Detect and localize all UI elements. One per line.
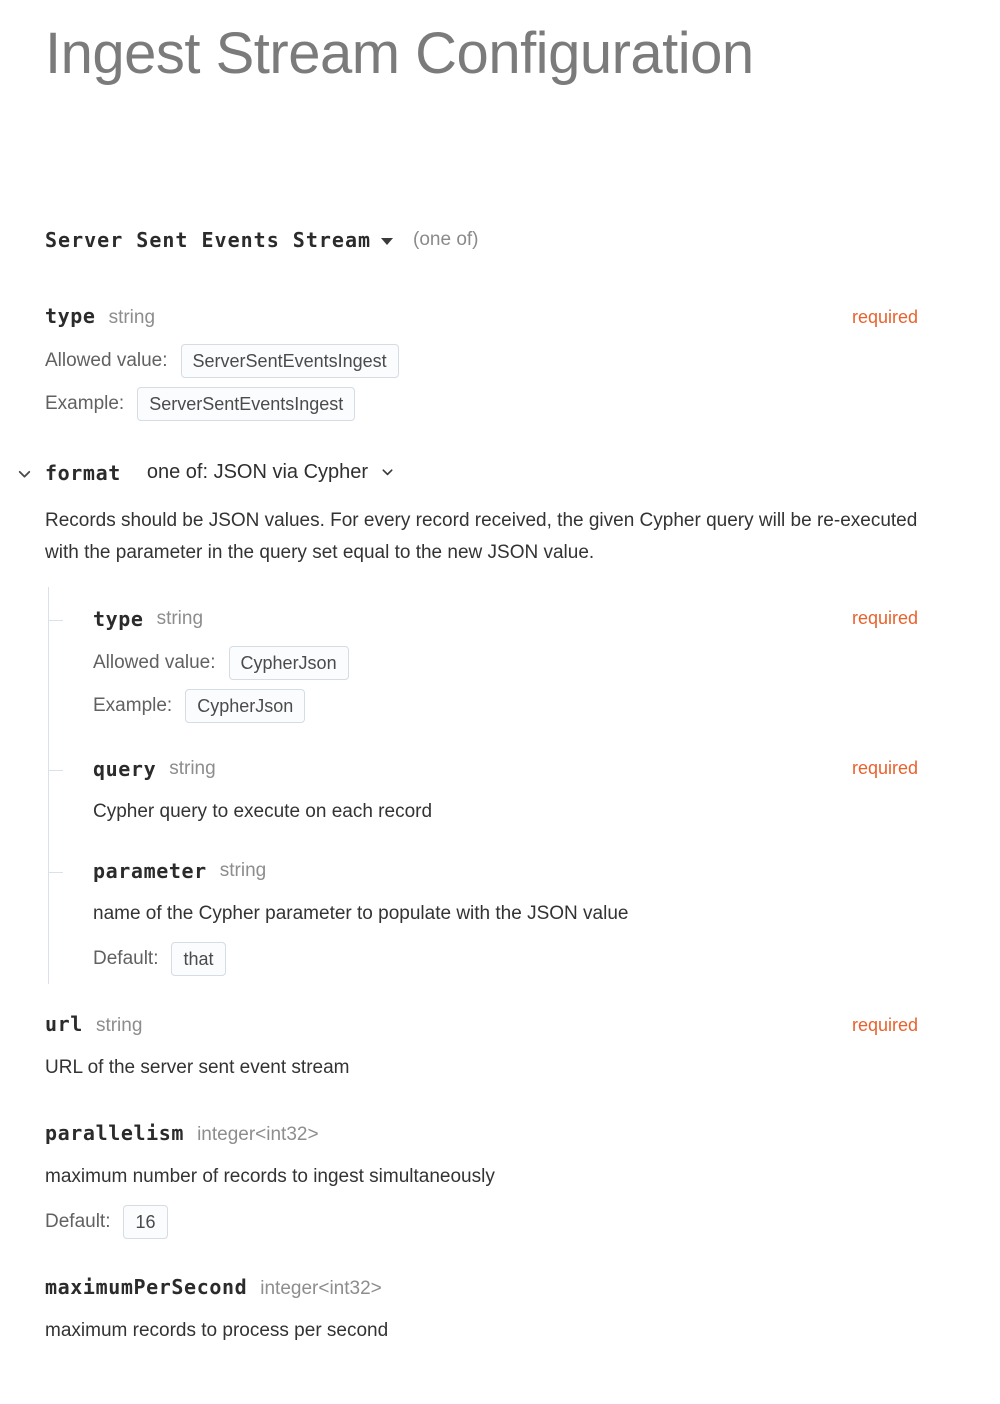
property-header (93, 859, 918, 883)
example-label: Example: (93, 694, 173, 716)
property-name: parallelism (45, 1120, 185, 1145)
property-name: parameter (93, 858, 207, 883)
example-chip: ServerSentEventsIngest (137, 387, 355, 421)
allowed-value-chip: CypherJson (229, 646, 349, 680)
example-row (93, 689, 918, 723)
property-description: maximum records to process per second (45, 1319, 389, 1341)
default-label: Default: (93, 947, 159, 969)
nested-properties-group (48, 587, 918, 984)
property-format-parameter (93, 859, 918, 976)
oneof-suffix-label: (one of) (413, 228, 479, 250)
default-value-row (93, 942, 918, 976)
property-format-type (93, 607, 918, 723)
required-badge: required (851, 758, 918, 779)
property-type-label: string (95, 1014, 143, 1036)
property-format (45, 461, 918, 984)
property-name: format (45, 460, 121, 485)
dropdown-triangle-icon[interactable] (381, 238, 393, 245)
example-row (45, 387, 918, 421)
property-parallelism (45, 1121, 918, 1239)
page-title: Ingest Stream Configuration (45, 21, 754, 86)
property-type (45, 304, 918, 421)
chevron-down-icon (380, 465, 395, 480)
allowed-value-row (45, 344, 918, 378)
property-description: Records should be JSON values. For every record received, the given Cypher query will be re-executed with the parameter in the query set equal to the new JSON value. (45, 509, 918, 563)
default-value-chip: that (171, 942, 225, 976)
property-name: maximumPerSecond (45, 1274, 248, 1299)
required-badge: required (851, 608, 918, 629)
oneof-variant-selector[interactable] (45, 228, 918, 252)
property-name: type (93, 606, 144, 631)
property-header (93, 607, 918, 631)
property-type-label: string (108, 306, 156, 328)
collapse-chevron-icon[interactable] (16, 466, 33, 483)
property-description: maximum number of records to ingest simultaneously (45, 1165, 495, 1187)
allowed-value-label: Allowed value: (93, 651, 216, 673)
property-maximumpersecond (45, 1275, 918, 1344)
property-header (45, 304, 918, 329)
property-header (93, 757, 918, 781)
property-description: Cypher query to execute on each record (93, 800, 433, 822)
property-type-label: integer<int32> (197, 1123, 319, 1145)
format-oneof-selected: one of: JSON via Cypher (146, 461, 369, 484)
property-description: name of the Cypher parameter to populate with the JSON value (93, 902, 629, 924)
default-value-row (45, 1205, 918, 1239)
allowed-value-row (93, 646, 918, 680)
default-value-chip: 16 (123, 1205, 167, 1239)
format-oneof-dropdown[interactable] (147, 461, 395, 484)
property-name: type (45, 303, 96, 328)
property-name: query (93, 756, 157, 781)
example-label: Example: (45, 392, 125, 414)
default-label: Default: (45, 1210, 111, 1232)
property-format-query (93, 757, 918, 825)
property-header (45, 1121, 918, 1146)
property-type-label: string (219, 859, 267, 881)
oneof-selected-variant[interactable]: Server Sent Events Stream (45, 227, 372, 252)
allowed-value-label: Allowed value: (45, 349, 168, 371)
property-type-label: string (156, 607, 204, 629)
example-chip: CypherJson (185, 689, 305, 723)
property-header (45, 461, 918, 485)
property-url (45, 1012, 918, 1081)
required-badge: required (851, 306, 918, 327)
property-header (45, 1275, 918, 1300)
property-type-label: integer<int32> (260, 1277, 382, 1299)
property-description: URL of the server sent event stream (45, 1056, 350, 1078)
required-badge: required (851, 1014, 918, 1035)
property-name: url (45, 1011, 83, 1036)
property-type-label: string (169, 757, 216, 779)
property-header (45, 1012, 918, 1037)
allowed-value-chip: ServerSentEventsIngest (181, 344, 399, 378)
